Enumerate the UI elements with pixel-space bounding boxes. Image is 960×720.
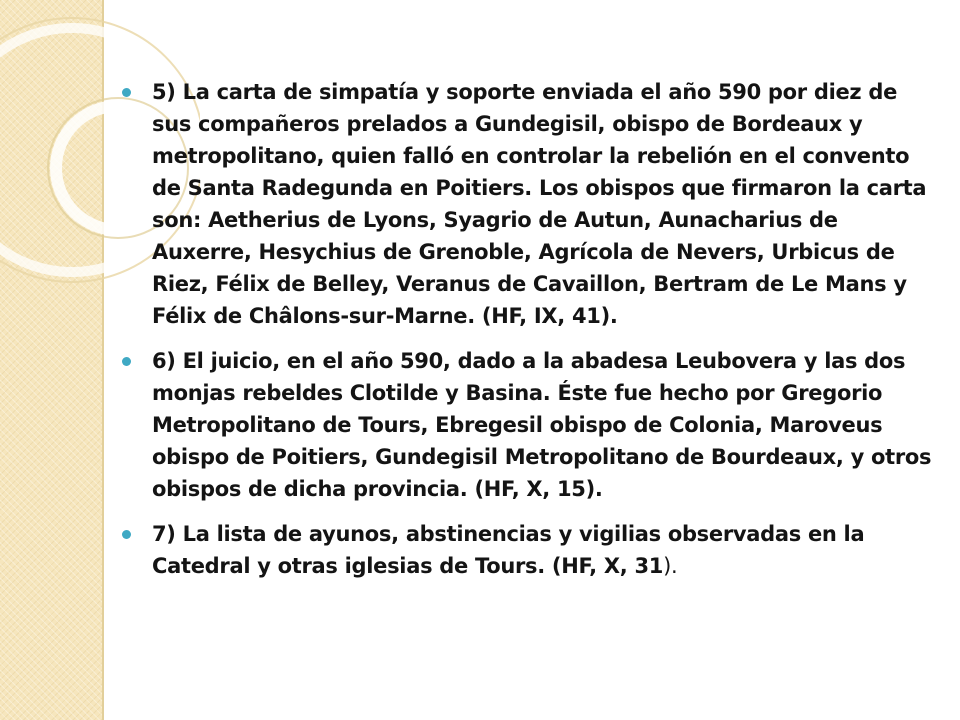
bullet-text: 5) La carta de simpatía y soporte enviada el año 590 por diez de sus compañeros prelados a Gundegisil, obispo de Bordeaux y metropolitano, quien falló en controlar la rebelión en el convento de Santa Radegunda en Poitiers. Los obispos que firmaron la carta son: Aetherius de Lyons, Syagrio de Autun, Aunacharius de Auxerre, Hesychius de Grenoble, Agrícola de Nevers, Urbicus de Riez, Félix de Belley, Veranus de Cavaillon, Bertram de Le Mans y Félix de Châlons-sur-Marne. (HF, IX, 41). (152, 80, 927, 328)
bullet-item-5 (122, 76, 934, 332)
bullet-list (122, 76, 934, 582)
bullet-dot-icon (122, 88, 131, 97)
bullet-text-tail: ). (663, 554, 678, 578)
bullet-item-6 (122, 345, 934, 505)
bullet-content (122, 76, 934, 595)
bullet-item-7 (122, 518, 934, 582)
bullet-dot-icon (122, 357, 131, 366)
bullet-text: 6) El juicio, en el año 590, dado a la abadesa Leubovera y las dos monjas rebeldes Clotilde y Basina. Éste fue hecho por Gregorio Metropolitano de Tours, Ebregesil obispo de Colonia, Maroveus obispo de Poitiers, Gundegisil Metropolitano de Bourdeaux, y otros obispos de dicha provincia. (HF, X, 15). (152, 349, 932, 501)
bullet-text: 7) La lista de ayunos, abstinencias y vigilias observadas en la Catedral y otras iglesias de Tours. (HF, X, 31 (152, 522, 865, 578)
bullet-dot-icon (122, 530, 131, 539)
